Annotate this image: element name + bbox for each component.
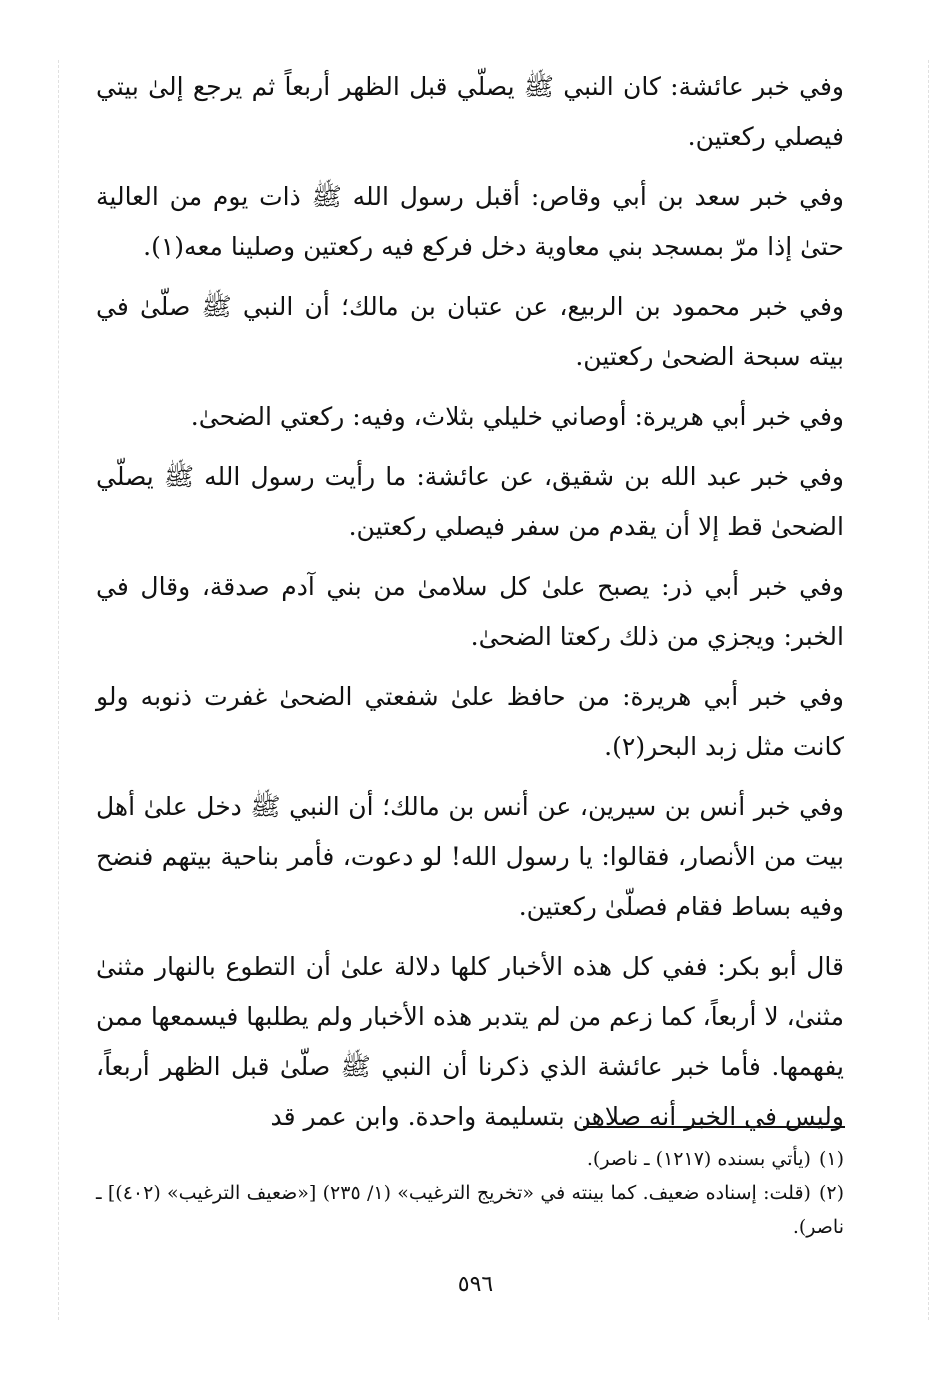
paragraph-4: وفي خبر أبي هريرة: أوصاني خليلي بثلاث، وفيه: ركعتي الضحىٰ. [190, 402, 844, 431]
page-number: ٥٩٦ [457, 1272, 494, 1297]
footnotes [96, 1142, 844, 1244]
paragraph-7: وفي خبر أبي هريرة: من حافظ علىٰ شفعتي الضحىٰ غفرت ذنوبه ولو كانت مثل زبد البحر(٢). [96, 682, 844, 761]
footnote-text: (يأتي بسنده (١٢١٧) ـ ناصر). [586, 1148, 811, 1170]
footnote-1 [96, 1142, 844, 1176]
paragraph-9: قال أبو بكر: ففي كل هذه الأخبار كلها دلالة علىٰ أن التطوع بالنهار مثنىٰ مثنىٰ، لا أربعاً، كما زعم من لم يتدبر هذه الأخبار ولم يطلبها فيسمعها ممن يفهمها. فأما خبر عائشة الذي ذكرنا أن النبي ﷺ صلّىٰ قبل الظهر أربعاً، وليس في الخبر أنه صلاهن بتسليمة واحدة. وابن عمر قد [96, 952, 844, 1131]
page-edge-right [928, 60, 929, 1320]
footnote-text: (قلت: إسناده ضعيف. كما بينته في «تخريج الترغيب» (١/ ٢٣٥) [«ضعيف الترغيب» (٤٠٢)] ـ ناصر). [96, 1182, 844, 1238]
footnote-number: (١) [818, 1148, 844, 1170]
paragraph-5: وفي خبر عبد الله بن شقيق، عن عائشة: ما رأيت رسول الله ﷺ يصلّي الضحىٰ قط إلا أن يقدم من سفر فيصلي ركعتين. [96, 462, 844, 541]
page-edge-left [58, 60, 59, 1320]
paragraph-6: وفي خبر أبي ذر: يصبح علىٰ كل سلامىٰ من بني آدم صدقة، وقال في الخبر: ويجزي من ذلك ركعتا الضحىٰ. [96, 572, 844, 651]
paragraph-8: وفي خبر أنس بن سيرين، عن أنس بن مالك؛ أن النبي ﷺ دخل علىٰ أهل بيت من الأنصار، فقالوا: يا رسول الله! لو دعوت، فأمر بناحية بيتهم فنضح وفيه بساط فقام فصلّىٰ ركعتين. [96, 792, 844, 921]
main-text [96, 62, 844, 1152]
paragraph-3: وفي خبر محمود بن الربيع، عن عتبان بن مالك؛ أن النبي ﷺ صلّىٰ في بيته سبحة الضحىٰ ركعتين. [96, 292, 844, 371]
footnote-separator [583, 1126, 845, 1128]
footnote-number: (٢) [818, 1182, 845, 1204]
paragraph-1: وفي خبر عائشة: كان النبي ﷺ يصلّي قبل الظهر أربعاً ثم يرجع إلىٰ بيتي فيصلي ركعتين. [96, 72, 844, 151]
footnote-2 [96, 1176, 844, 1244]
paragraph-2: وفي خبر سعد بن أبي وقاص: أقبل رسول الله ﷺ ذات يوم من العالية حتىٰ إذا مرّ بمسجد بني معاوية دخل فركع فيه ركعتين وصلينا معه(١). [96, 182, 844, 261]
